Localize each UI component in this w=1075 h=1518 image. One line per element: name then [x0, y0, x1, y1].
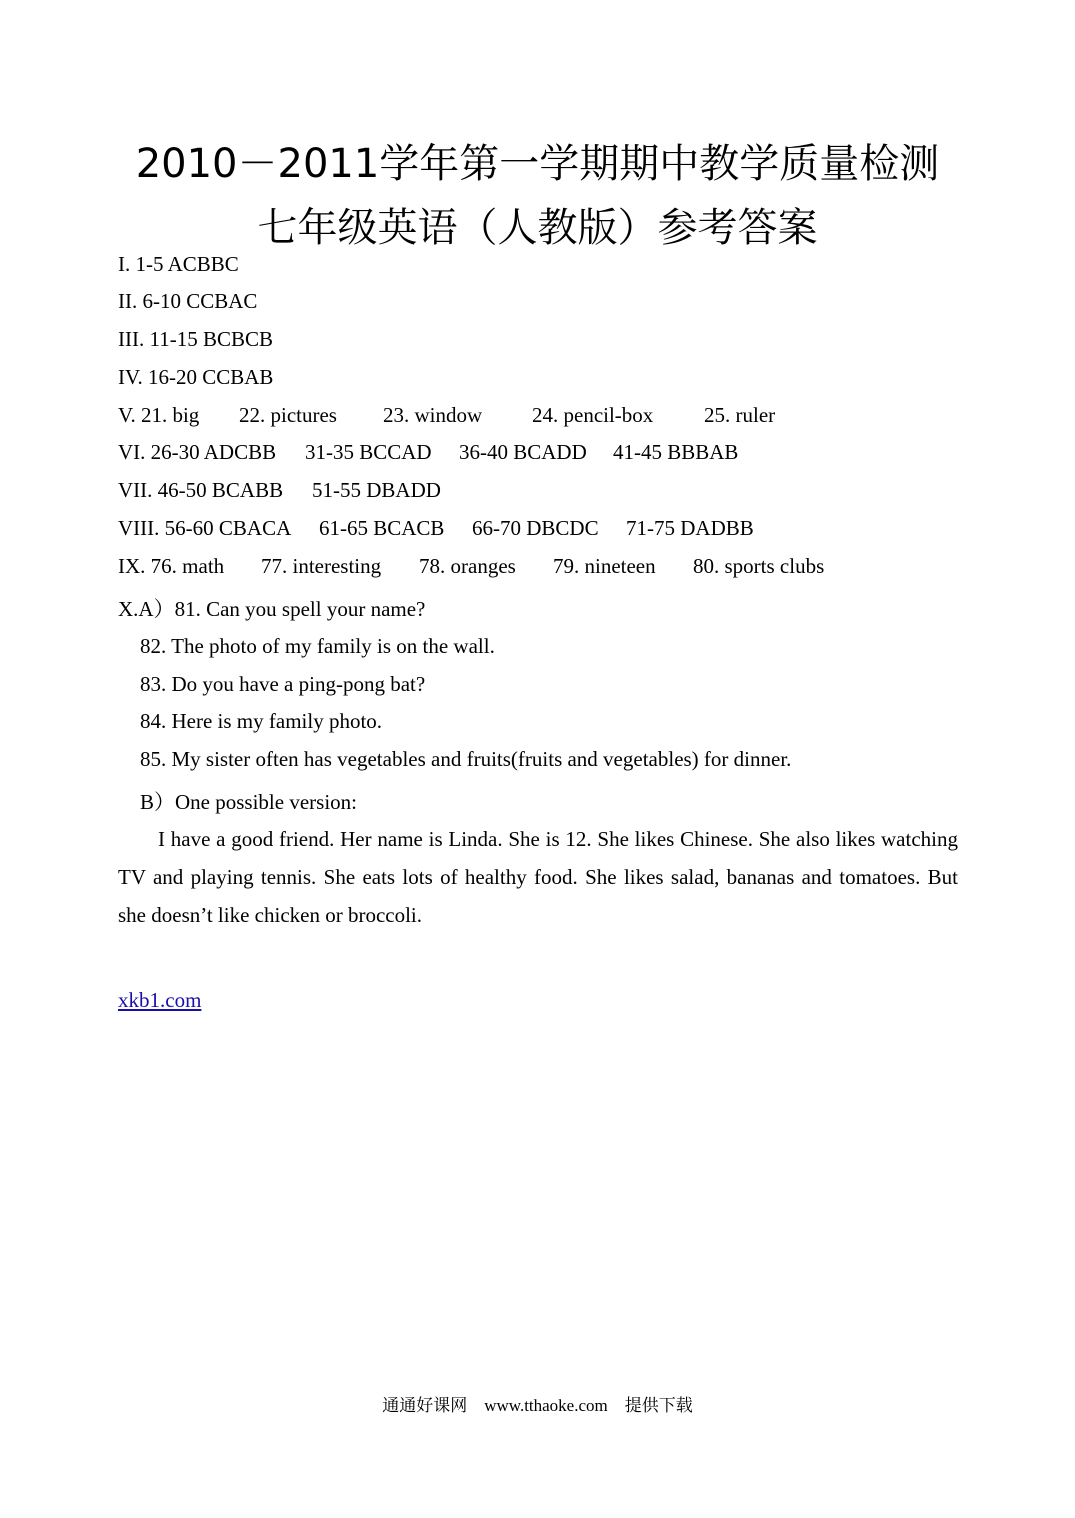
- answer-item: VII. 46-50 BCABB: [118, 478, 284, 502]
- answer-item: 31-35 BCCAD: [305, 440, 432, 464]
- answer-section-8: [118, 516, 754, 541]
- source-link[interactable]: xkb1.com: [118, 988, 202, 1012]
- sample-essay: I have a good friend. Her name is Linda. She is 12. She likes Chinese. She also likes watching TV and playing tennis. She eats lots of healthy food. She likes salad, bananas and tomatoes. But she doesn’t like chicken or broccoli.: [118, 827, 958, 927]
- answer-item: VI. 26-30 ADCBB: [118, 440, 277, 464]
- answer-x-84: 84. Here is my family photo.: [140, 709, 383, 733]
- answer-section-4: IV. 16-20 CCBAB: [118, 365, 274, 389]
- answer-item: 51-55 DBADD: [312, 478, 441, 502]
- answer-item: 22. pictures: [239, 403, 337, 427]
- page-title-line-2: 七年级英语（人教版）参考答案: [257, 205, 818, 251]
- answer-item: 80. sports clubs: [693, 554, 825, 578]
- answer-item: 78. oranges: [419, 554, 516, 578]
- answer-item: 41-45 BBBAB: [613, 440, 739, 464]
- page-footer: 通通好课网 www.tthaoke.com 提供下载: [382, 1396, 693, 1415]
- answer-item: 36-40 BCADD: [459, 440, 587, 464]
- answer-item: 25. ruler: [704, 403, 776, 427]
- answer-section-6: [118, 440, 738, 465]
- answer-x-85: 85. My sister often has vegetables and fruits(fruits and vegetables) for dinner.: [140, 747, 792, 771]
- answer-item: 79. nineteen: [553, 554, 656, 578]
- answer-x-b-heading: B）One possible version:: [140, 790, 357, 814]
- answer-item: 66-70 DBCDC: [472, 516, 599, 540]
- answer-item: 77. interesting: [261, 554, 382, 578]
- answer-section-1: I. 1-5 ACBBC: [118, 252, 239, 276]
- answer-item: VIII. 56-60 CBACA: [118, 516, 292, 540]
- answer-item: V. 21. big: [118, 403, 200, 427]
- page-title-line-1: 2010－2011学年第一学期期中教学质量检测: [135, 141, 940, 187]
- answer-item: 24. pencil-box: [532, 403, 654, 427]
- answer-item: 23. window: [383, 403, 483, 427]
- answer-x-83: 83. Do you have a ping-pong bat?: [140, 672, 426, 696]
- answer-x-81: X.A）81. Can you spell your name?: [118, 597, 426, 621]
- answer-item: 61-65 BCACB: [319, 516, 445, 540]
- answer-item: IX. 76. math: [118, 554, 225, 578]
- answer-section-5: [118, 403, 775, 428]
- answer-section-3: III. 11-15 BCBCB: [118, 327, 273, 351]
- answer-section-9: [118, 554, 824, 579]
- answer-section-7: [118, 478, 441, 503]
- answer-section-2: II. 6-10 CCBAC: [118, 289, 258, 313]
- answer-x-82: 82. The photo of my family is on the wall.: [140, 634, 495, 658]
- answer-item: 71-75 DADBB: [626, 516, 754, 540]
